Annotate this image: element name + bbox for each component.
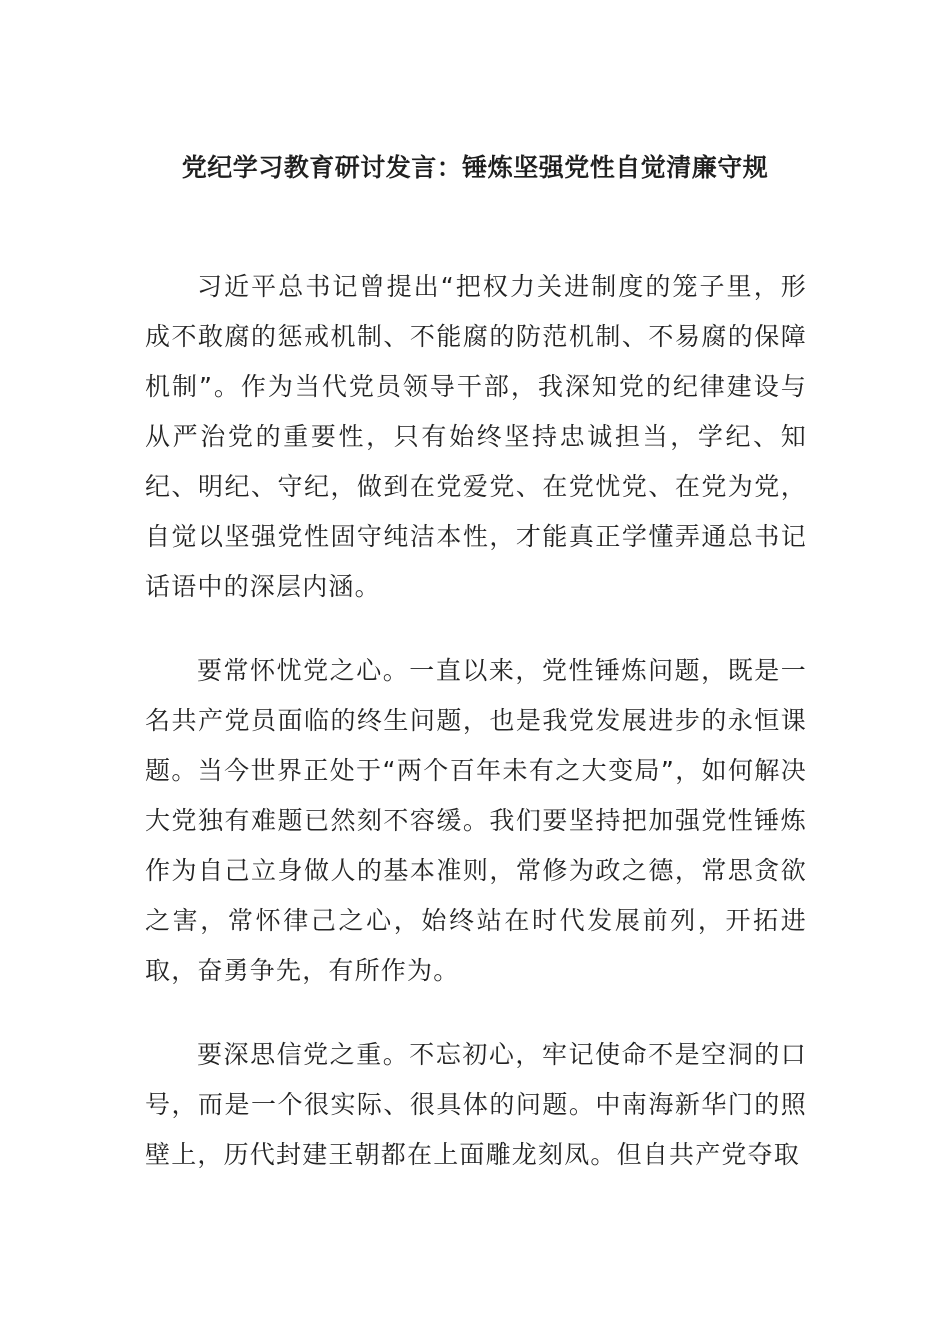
paragraph-2: 要常怀忧党之心。一直以来，党性锤炼问题，既是一名共产党员面临的终生问题，也是我党发展进步的永恒课题。当今世界正处于“两个百年未有之大变局”，如何解决大党独有难题已然刻不容缓。我们要坚持把加强党性锤炼作为自己立身做人的基本准则，常修为政之德，常思贪欲之害，常怀律己之心，始终站在时代发展前列，开拓进取，奋勇争先，有所作为。 [145,656,807,985]
paragraph-3: 要深思信党之重。不忘初心，牢记使命不是空洞的口号，而是一个很实际、很具体的问题。中南海新华门的照壁上，历代封建王朝都在上面雕龙刻凤。但自共产党夺取 [145,1040,807,1169]
document-title: 党纪学习教育研讨发言：锤炼坚强党性自觉清廉守规 [181,152,769,182]
paragraph-1: 习近平总书记曾提出“把权力关进制度的笼子里，形成不敢腐的惩戒机制、不能腐的防范机制、不易腐的保障机制”。作为当代党员领导干部，我深知党的纪律建设与从严治党的重要性，只有始终坚持忠诚担当，学纪、知纪、明纪、守纪，做到在党爱党、在党忧党、在党为党，自觉以坚强党性固守纯洁本性，才能真正学懂弄通总书记话语中的深层内涵。 [145,272,807,601]
